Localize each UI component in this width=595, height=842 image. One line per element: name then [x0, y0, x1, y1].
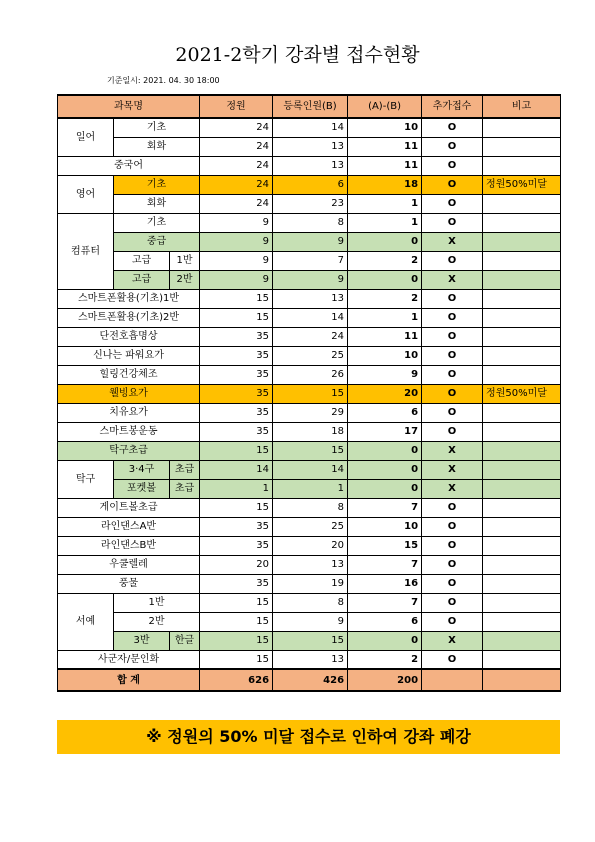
extra-cell: O — [422, 498, 483, 517]
remark-cell — [483, 365, 561, 384]
registered-cell: 18 — [273, 422, 348, 441]
table-row — [58, 650, 561, 669]
course-name: 라인댄스A반 — [58, 517, 200, 536]
remark-cell — [483, 650, 561, 669]
table-row — [58, 517, 561, 536]
remark-cell — [483, 156, 561, 175]
capacity-cell: 15 — [200, 289, 273, 308]
table-row — [58, 612, 561, 631]
remark-cell — [483, 270, 561, 289]
remark-cell — [483, 517, 561, 536]
registered-cell: 8 — [273, 593, 348, 612]
reference-datetime: 기준일시: 2021. 04. 30 18:00 — [107, 76, 220, 85]
course-name: 신나는 파워요가 — [58, 346, 200, 365]
extra-cell: X — [422, 479, 483, 498]
extra-cell: X — [422, 460, 483, 479]
table-row — [58, 270, 561, 289]
capacity-cell: 24 — [200, 175, 273, 194]
registered-cell: 23 — [273, 194, 348, 213]
table-row — [58, 479, 561, 498]
table-row — [58, 365, 561, 384]
table-row — [58, 156, 561, 175]
extra-cell: O — [422, 365, 483, 384]
total-registered: 426 — [273, 669, 348, 691]
extra-cell: O — [422, 574, 483, 593]
registered-cell: 14 — [273, 118, 348, 137]
diff-cell: 2 — [348, 251, 422, 270]
remark-cell — [483, 194, 561, 213]
total-remark — [483, 669, 561, 691]
diff-cell: 1 — [348, 213, 422, 232]
extra-cell: X — [422, 631, 483, 650]
diff-cell: 17 — [348, 422, 422, 441]
capacity-cell: 35 — [200, 536, 273, 555]
remark-cell — [483, 118, 561, 137]
registered-cell: 1 — [273, 479, 348, 498]
extra-cell: O — [422, 175, 483, 194]
remark-cell — [483, 327, 561, 346]
course-section: 초급 — [170, 460, 200, 479]
course-name: 우쿨렐레 — [58, 555, 200, 574]
course-name: 치유요가 — [58, 403, 200, 422]
diff-cell: 0 — [348, 441, 422, 460]
capacity-cell: 35 — [200, 327, 273, 346]
page-title: 2021-2학기 강좌별 접수현황 — [175, 44, 420, 66]
cancellation-notice: ※ 정원의 50% 미달 접수로 인하여 강좌 폐강 — [57, 720, 560, 754]
table-header-row — [58, 95, 561, 118]
diff-cell: 0 — [348, 270, 422, 289]
table-row — [58, 175, 561, 194]
course-name: 중국어 — [58, 156, 200, 175]
registered-cell: 9 — [273, 612, 348, 631]
diff-cell: 6 — [348, 612, 422, 631]
registered-cell: 13 — [273, 156, 348, 175]
table-row — [58, 118, 561, 137]
total-extra — [422, 669, 483, 691]
capacity-cell: 15 — [200, 593, 273, 612]
course-name: 1반 — [114, 593, 200, 612]
course-name: 스마트폰활용(기초)2반 — [58, 308, 200, 327]
group-label: 영어 — [58, 175, 114, 213]
diff-cell: 1 — [348, 194, 422, 213]
extra-cell: O — [422, 213, 483, 232]
diff-cell: 0 — [348, 460, 422, 479]
diff-cell: 10 — [348, 346, 422, 365]
remark-cell — [483, 536, 561, 555]
capacity-cell: 35 — [200, 346, 273, 365]
capacity-cell: 24 — [200, 137, 273, 156]
remark-cell — [483, 441, 561, 460]
remark-cell — [483, 232, 561, 251]
remark-cell: 정원50%미달 — [483, 175, 561, 194]
registered-cell: 15 — [273, 631, 348, 650]
extra-cell: O — [422, 536, 483, 555]
course-name: 기초 — [114, 213, 200, 232]
registered-cell: 20 — [273, 536, 348, 555]
remark-cell — [483, 213, 561, 232]
table-row — [58, 308, 561, 327]
capacity-cell: 15 — [200, 631, 273, 650]
remark-cell — [483, 555, 561, 574]
group-label: 서예 — [58, 593, 114, 650]
registered-cell: 14 — [273, 308, 348, 327]
registered-cell: 15 — [273, 384, 348, 403]
capacity-cell: 35 — [200, 384, 273, 403]
registered-cell: 25 — [273, 517, 348, 536]
registered-cell: 14 — [273, 460, 348, 479]
table-row — [58, 536, 561, 555]
remark-cell — [483, 460, 561, 479]
course-name: 힐링건강체조 — [58, 365, 200, 384]
course-name: 기초 — [114, 118, 200, 137]
diff-cell: 0 — [348, 479, 422, 498]
capacity-cell: 15 — [200, 308, 273, 327]
capacity-cell: 24 — [200, 118, 273, 137]
capacity-cell: 1 — [200, 479, 273, 498]
course-name: 라인댄스B반 — [58, 536, 200, 555]
extra-cell: O — [422, 118, 483, 137]
table-row — [58, 346, 561, 365]
registration-table — [57, 94, 561, 692]
capacity-cell: 9 — [200, 251, 273, 270]
group-label: 컴퓨터 — [58, 213, 114, 289]
diff-cell: 10 — [348, 118, 422, 137]
course-name: 3·4구 — [114, 460, 170, 479]
extra-cell: O — [422, 403, 483, 422]
extra-cell: O — [422, 137, 483, 156]
registered-cell: 9 — [273, 270, 348, 289]
registered-cell: 13 — [273, 555, 348, 574]
course-name: 웰빙요가 — [58, 384, 200, 403]
course-name: 포켓볼 — [114, 479, 170, 498]
registered-cell: 29 — [273, 403, 348, 422]
capacity-cell: 35 — [200, 574, 273, 593]
diff-cell: 2 — [348, 289, 422, 308]
table-row — [58, 403, 561, 422]
remark-cell — [483, 422, 561, 441]
registered-cell: 7 — [273, 251, 348, 270]
table-row — [58, 593, 561, 612]
diff-cell: 20 — [348, 384, 422, 403]
header-extra: 추가접수 — [422, 95, 483, 118]
capacity-cell: 24 — [200, 156, 273, 175]
extra-cell: O — [422, 308, 483, 327]
capacity-cell: 15 — [200, 650, 273, 669]
diff-cell: 6 — [348, 403, 422, 422]
extra-cell: X — [422, 441, 483, 460]
extra-cell: O — [422, 251, 483, 270]
remark-cell — [483, 498, 561, 517]
table-row — [58, 289, 561, 308]
course-section: 1반 — [170, 251, 200, 270]
diff-cell: 0 — [348, 232, 422, 251]
diff-cell: 7 — [348, 498, 422, 517]
course-name: 게이트볼초급 — [58, 498, 200, 517]
total-capacity: 626 — [200, 669, 273, 691]
remark-cell — [483, 479, 561, 498]
registered-cell: 25 — [273, 346, 348, 365]
diff-cell: 7 — [348, 555, 422, 574]
registered-cell: 24 — [273, 327, 348, 346]
table-row — [58, 232, 561, 251]
course-section: 2반 — [170, 270, 200, 289]
table-row — [58, 631, 561, 650]
diff-cell: 1 — [348, 308, 422, 327]
extra-cell: O — [422, 517, 483, 536]
table-row — [58, 194, 561, 213]
course-name: 기초 — [114, 175, 200, 194]
table-row — [58, 441, 561, 460]
header-diff: (A)-(B) — [348, 95, 422, 118]
remark-cell — [483, 631, 561, 650]
course-name: 고급 — [114, 270, 170, 289]
extra-cell: O — [422, 593, 483, 612]
registered-cell: 19 — [273, 574, 348, 593]
capacity-cell: 24 — [200, 194, 273, 213]
group-label: 일어 — [58, 118, 114, 156]
remark-cell — [483, 403, 561, 422]
course-name: 3반 — [114, 631, 170, 650]
capacity-cell: 35 — [200, 517, 273, 536]
course-name: 사군자/문인화 — [58, 650, 200, 669]
course-name: 회화 — [114, 194, 200, 213]
capacity-cell: 20 — [200, 555, 273, 574]
extra-cell: O — [422, 555, 483, 574]
capacity-cell: 9 — [200, 270, 273, 289]
registered-cell: 13 — [273, 650, 348, 669]
registered-cell: 8 — [273, 213, 348, 232]
extra-cell: O — [422, 422, 483, 441]
table-row — [58, 555, 561, 574]
course-name: 단전호흡명상 — [58, 327, 200, 346]
diff-cell: 18 — [348, 175, 422, 194]
extra-cell: O — [422, 156, 483, 175]
registered-cell: 8 — [273, 498, 348, 517]
extra-cell: X — [422, 232, 483, 251]
capacity-cell: 35 — [200, 403, 273, 422]
total-diff: 200 — [348, 669, 422, 691]
table-row — [58, 498, 561, 517]
course-name: 스마트폰활용(기초)1반 — [58, 289, 200, 308]
total-row — [58, 669, 561, 691]
diff-cell: 7 — [348, 593, 422, 612]
course-name: 풍물 — [58, 574, 200, 593]
diff-cell: 0 — [348, 631, 422, 650]
extra-cell: O — [422, 327, 483, 346]
table-row — [58, 384, 561, 403]
table-row — [58, 213, 561, 232]
remark-cell — [483, 574, 561, 593]
diff-cell: 11 — [348, 137, 422, 156]
registered-cell: 13 — [273, 289, 348, 308]
header-registered: 등록인원(B) — [273, 95, 348, 118]
extra-cell: O — [422, 650, 483, 669]
table-row — [58, 460, 561, 479]
course-name: 스마트봉운동 — [58, 422, 200, 441]
table-row — [58, 251, 561, 270]
capacity-cell: 9 — [200, 213, 273, 232]
diff-cell: 11 — [348, 327, 422, 346]
remark-cell — [483, 593, 561, 612]
table-row — [58, 137, 561, 156]
course-name: 탁구초급 — [58, 441, 200, 460]
remark-cell — [483, 308, 561, 327]
extra-cell: O — [422, 384, 483, 403]
course-name: 2반 — [114, 612, 200, 631]
extra-cell: O — [422, 346, 483, 365]
remark-cell — [483, 346, 561, 365]
capacity-cell: 9 — [200, 232, 273, 251]
diff-cell: 11 — [348, 156, 422, 175]
total-label: 합 계 — [58, 669, 200, 691]
course-section: 초급 — [170, 479, 200, 498]
extra-cell: X — [422, 270, 483, 289]
registered-cell: 6 — [273, 175, 348, 194]
course-name: 고급 — [114, 251, 170, 270]
capacity-cell: 15 — [200, 612, 273, 631]
registered-cell: 26 — [273, 365, 348, 384]
header-course: 과목명 — [58, 95, 200, 118]
header-capacity: 정원 — [200, 95, 273, 118]
remark-cell: 정원50%미달 — [483, 384, 561, 403]
extra-cell: O — [422, 194, 483, 213]
remark-cell — [483, 251, 561, 270]
diff-cell: 15 — [348, 536, 422, 555]
extra-cell: O — [422, 289, 483, 308]
capacity-cell: 35 — [200, 422, 273, 441]
capacity-cell: 35 — [200, 365, 273, 384]
course-section: 한글 — [170, 631, 200, 650]
capacity-cell: 15 — [200, 498, 273, 517]
diff-cell: 10 — [348, 517, 422, 536]
header-remark: 비고 — [483, 95, 561, 118]
remark-cell — [483, 137, 561, 156]
table-row — [58, 422, 561, 441]
table-row — [58, 327, 561, 346]
diff-cell: 9 — [348, 365, 422, 384]
remark-cell — [483, 612, 561, 631]
registered-cell: 15 — [273, 441, 348, 460]
diff-cell: 2 — [348, 650, 422, 669]
registered-cell: 9 — [273, 232, 348, 251]
group-label: 탁구 — [58, 460, 114, 498]
registered-cell: 13 — [273, 137, 348, 156]
course-name: 중급 — [114, 232, 200, 251]
extra-cell: O — [422, 612, 483, 631]
capacity-cell: 14 — [200, 460, 273, 479]
diff-cell: 16 — [348, 574, 422, 593]
table-row — [58, 574, 561, 593]
course-name: 회화 — [114, 137, 200, 156]
remark-cell — [483, 289, 561, 308]
capacity-cell: 15 — [200, 441, 273, 460]
